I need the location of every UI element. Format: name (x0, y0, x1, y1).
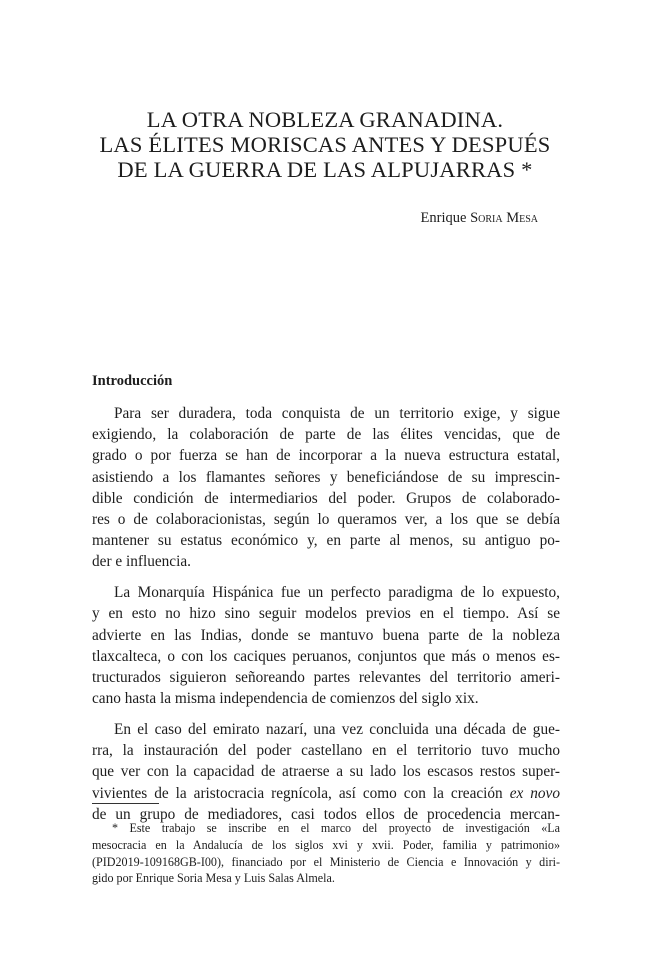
author-name (421, 210, 538, 227)
text-line: Para ser duradera, toda conquista de un territorio exige, y sigue (114, 405, 560, 422)
title-line: LA OTRA NOBLEZA GRANADINA. (146, 107, 504, 132)
footnote (92, 820, 560, 887)
paragraph (92, 719, 560, 825)
text-line: mantener su estatus económico y, en parte al menos, su antiguo po- (92, 532, 560, 550)
article-title (60, 107, 590, 182)
text-line: tructurados siguieron señoreando partes relevantes del territorio ameri- (92, 669, 560, 687)
text-line: exigiendo, la colaboración de parte de las élites vencidas, que de (92, 426, 560, 444)
text-line: tlaxcalteca, o con los caciques peruanos, conjuntos que más o menos es- (92, 647, 560, 665)
body-text (92, 403, 560, 835)
footnote-line: gido por Enrique Soria Mesa y Luis Salas Almela. (92, 871, 335, 886)
footnote-line: (PID2019-109168GB-I00), financiado por el Ministerio de Ciencia e Innovación y diri- (92, 854, 560, 869)
text-fragment: vivientes de la aristocracia regnícola, así como con la creación (92, 784, 510, 802)
text-line: cano hasta la misma independencia de comienzos del siglo xix. (92, 690, 479, 708)
text-line: res o de colaboracionistas, según lo queramos ver, a los que se debía (92, 511, 560, 529)
paragraph (92, 582, 560, 709)
text-line: grado o por fuerza se han de incorporar a la nueva estructura estatal, (92, 447, 560, 465)
text-line: asistiendo a los flamantes señores y beneficiándose de su imprescin- (92, 468, 560, 486)
text-line: La Monarquía Hispánica fue un perfecto paradigma de lo expuesto, (114, 584, 560, 602)
section-heading: Introducción (92, 373, 173, 389)
text-line: dible condición de intermediarios del poder. Grupos de colaborado- (92, 489, 560, 507)
text-line: y en esto no hizo sino seguir modelos previos en el tiempo. Así se (92, 605, 560, 623)
text-line: rra, la instauración del poder castellano en el territorio tuvo mucho (92, 742, 560, 760)
text-line: advierte en las Indias, donde se mantuvo buena parte de la nobleza (92, 626, 560, 644)
italic-phrase: ex novo (509, 784, 560, 802)
text-line: der e influencia. (92, 553, 191, 571)
text-line: que ver con la capacidad de atraerse a su lado los escasos restos super- (92, 763, 560, 781)
footnote-rule (92, 803, 159, 804)
text-line: de un grupo de mediadores, casi todos ellos de procedencia mercan- (92, 805, 560, 823)
footnote-line: mesocracia en la Andalucía de los siglos xvi y xvii. Poder, familia y patrimonio» (92, 837, 560, 852)
title-line: DE LA GUERRA DE LAS ALPUJARRAS * (117, 157, 533, 182)
paragraph (92, 403, 560, 573)
title-line: LAS ÉLITES MORISCAS ANTES Y DESPUÉS (99, 132, 551, 157)
author-first-name: Enrique (420, 210, 467, 226)
text-line (92, 783, 560, 804)
footnote-line: * Este trabajo se inscribe en el marco del proyecto de investigación «La (112, 821, 560, 835)
author-last-names: Soria Mesa (470, 210, 538, 226)
text-line: En el caso del emirato nazarí, una vez concluida una década de gue- (114, 721, 560, 739)
